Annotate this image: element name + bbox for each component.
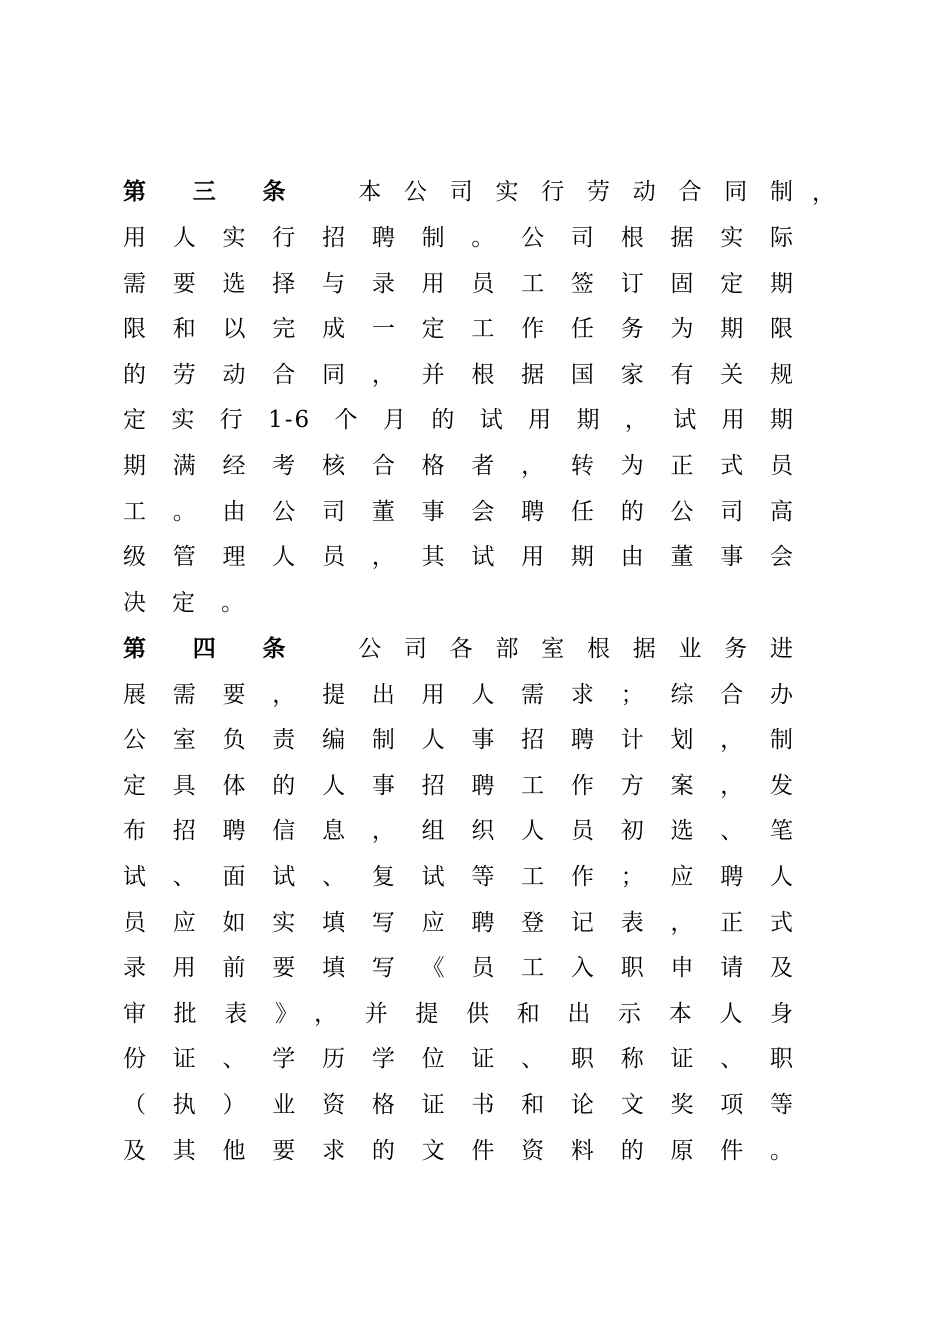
- article-3-trailing-comma: ，: [812, 180, 835, 206]
- article-4-line-5: 试、面试、复试等工作；应聘人: [123, 864, 795, 890]
- article-3-line-4: 的劳动合同，并根据国家有关规: [123, 362, 795, 388]
- article-4-line-6: 员应如实填写应聘登记表，正式: [123, 910, 795, 936]
- article-3-line-9: 决定。: [123, 590, 270, 616]
- article-3-line-2: 需要选择与录用员工签订固定期: [123, 271, 795, 297]
- article-3-line-7: 工。由公司董事会聘任的公司高: [123, 499, 795, 525]
- article-4-line-2: 公室负责编制人事招聘计划，制: [123, 727, 795, 753]
- article-3-line-1: 用人实行招聘制。公司根据实际: [123, 225, 795, 251]
- article-4-line-3: 定具体的人事招聘工作方案，发: [123, 773, 795, 799]
- article-4-line-9: 份证、学历学位证、职称证、职: [123, 1046, 795, 1072]
- article-4-line-11: 及其他要求的文件资料的原件。: [123, 1138, 795, 1164]
- article-4-heading: 第四条: [123, 635, 333, 662]
- article-3-heading: 第三条: [123, 178, 333, 205]
- article-3-line-3: 限和以完成一定工作任务为期限: [123, 316, 795, 342]
- article-3-line-8: 级管理人员，其试用期由董事会: [123, 544, 795, 570]
- article-3-first-line: [123, 172, 795, 212]
- article-4-first-line: [123, 629, 795, 669]
- article-4-line-1: 展需要，提出用人需求；综合办: [123, 682, 795, 708]
- article-4-line-10: （执）业资格证书和论文奖项等: [123, 1092, 795, 1118]
- article-4-line-8: 审批表》，并提供和出示本人身: [123, 1001, 795, 1027]
- article-4-line-7: 录用前要填写《员工入职申请及: [123, 955, 795, 981]
- article-3-line-0: 本公司实行劳动合同制: [358, 179, 795, 205]
- article-4-line-0: 公司各部室根据业务进: [358, 636, 795, 662]
- article-3-line-6: 期满经考核合格者，转为正式员: [123, 453, 795, 479]
- article-4-line-4: 布招聘信息，组织人员初选、笔: [123, 818, 795, 844]
- article-3-line-5: 定实行1-6个月的试用期，试用期: [123, 407, 795, 433]
